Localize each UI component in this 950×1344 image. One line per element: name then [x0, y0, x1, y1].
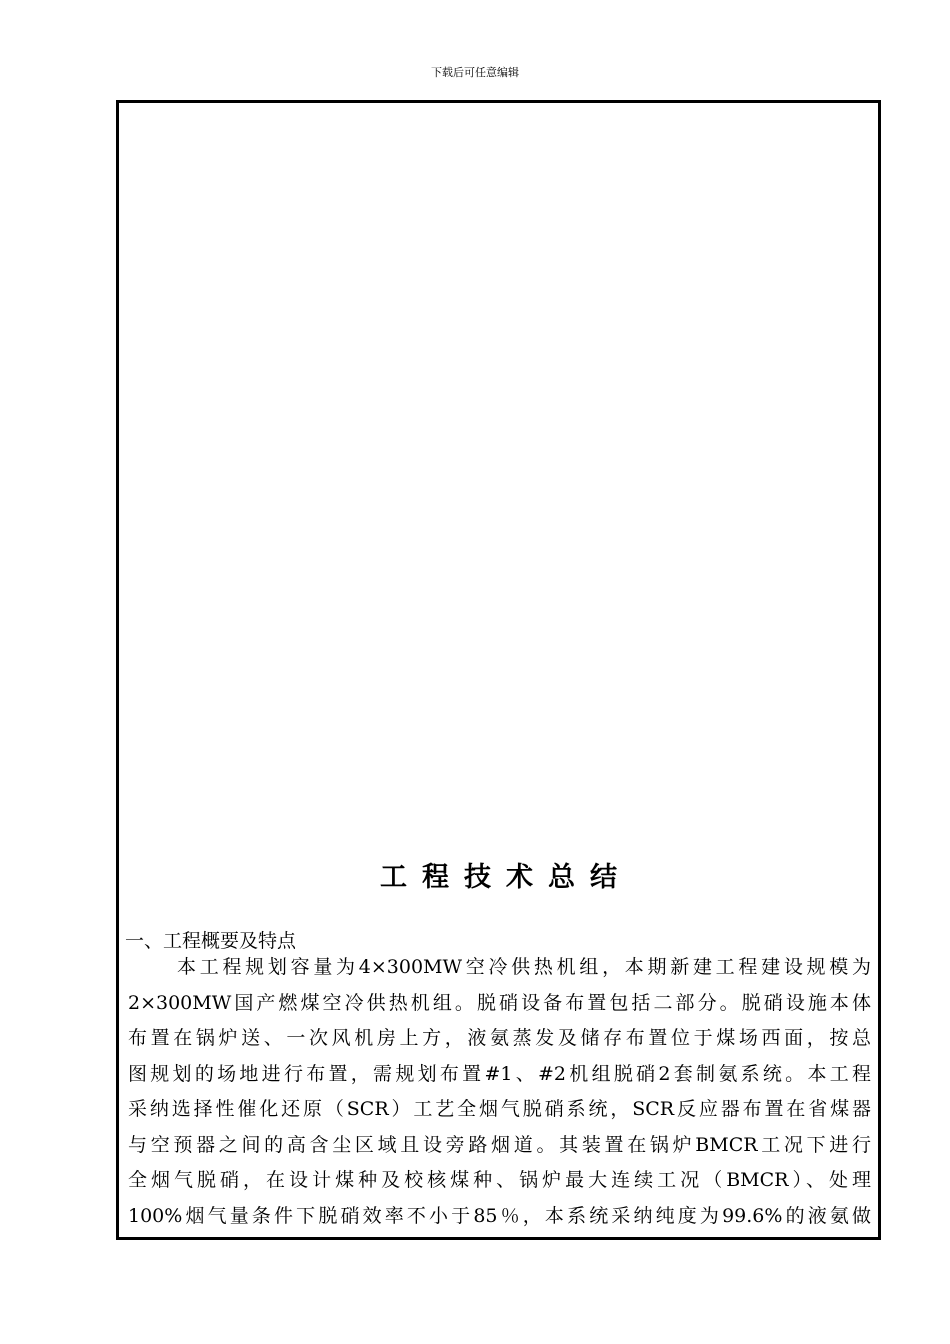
header-note: 下载后可任意编辑: [431, 66, 519, 79]
body-line: 全烟气脱硝，在设计煤种及校核煤种、锅炉最大连续工况（BMCR）、处理: [128, 1169, 871, 1191]
document-title: 工程技术总结: [380, 862, 632, 893]
body-line: 100%烟气量条件下脱硝效率不小于85％，本系统采纳纯度为99.6%的液氨做: [128, 1204, 871, 1227]
body-line: 图规划的场地进行布置，需规划布置#1、#2机组脱硝2套制氨系统。本工程: [128, 1062, 871, 1085]
body-paragraph: [128, 950, 871, 1234]
body-line: 2×300MW国产燃煤空冷供热机组。脱硝设备布置包括二部分。脱硝设施本体: [128, 991, 871, 1014]
body-line: 布置在锅炉送、一次风机房上方，液氨蒸发及储存布置位于煤场西面，按总: [128, 1027, 871, 1049]
section-heading: 一、工程概要及特点: [125, 930, 297, 952]
body-line: 与空预器之间的高含尘区域且设旁路烟道。其装置在锅炉BMCR工况下进行: [128, 1133, 871, 1156]
body-line: 本工程规划容量为4×300MW空冷供热机组，本期新建工程建设规模为: [177, 956, 871, 978]
document-frame: [116, 100, 881, 1240]
body-line: 采纳选择性催化还原（SCR）工艺全烟气脱硝系统，SCR反应器布置在省煤器: [128, 1098, 871, 1120]
